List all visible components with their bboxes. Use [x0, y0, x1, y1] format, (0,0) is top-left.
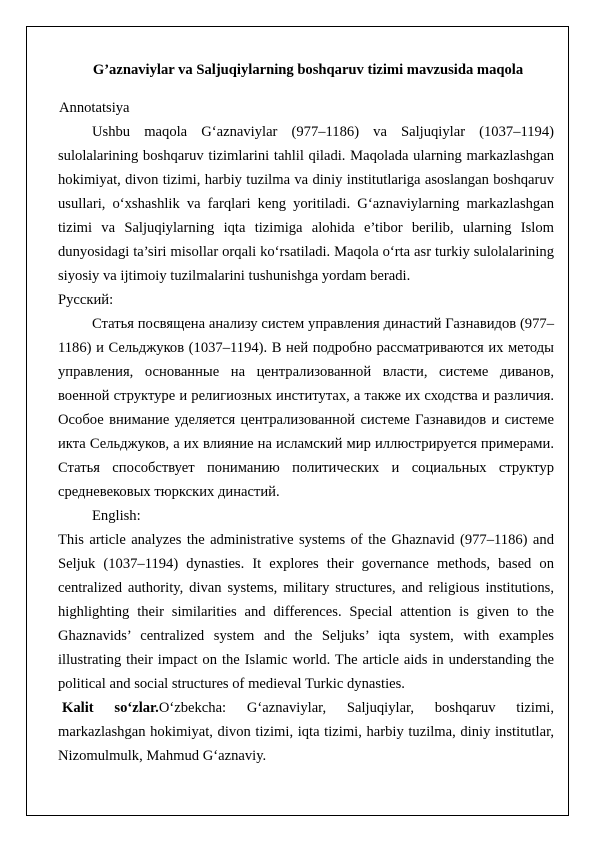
russian-abstract: Статья посвящена анализу систем управления династий Газнавидов (977–1186) и Сельджуков (1037–1194). В ней подробно рассматриваются их методы управления, основанные на централизованной власти, системе диванов, военной структуре и религиозных институтах, а также их сходства и различия. Особое внимание уделяется централизованной системе Газнавидов и системе икта Сельджуков, а их влияние на исламский мир иллюстрируется примерами. Статья способствует пониманию политических и социальных структур средневековых тюркских династий. — [58, 316, 554, 500]
article-title: G’aznaviylar va Saljuqiylarning boshqaruv tizimi mavzusida maqola — [92, 62, 524, 78]
russian-label: Русский: — [58, 292, 114, 308]
keywords-paragraph — [58, 696, 554, 768]
english-abstract: This article analyzes the administrative systems of the Ghaznavid (977–1186) and Seljuk (1037–1194) dynasties. It explores their governance methods, based on centralized authority, divan systems, military structures, and religious institutions, highlighting their similarities and differences. Special attention is given to the Ghaznavids’ centralized system and the Seljuks’ iqta system, with examples illustrating their impact on the Islamic world. The article aids in understanding the political and social structures of medieval Turkic dynasties. — [58, 532, 554, 692]
uzbek-abstract: Ushbu maqola G‘aznaviylar (977–1186) va Saljuqiylar (1037–1194) sulolalarining boshqaruv tizimlarini tahlil qiladi. Maqolada ularning markazlashgan hokimiyat, divon tizimi, harbiy tuzilma va diniy institutlariga asoslangan boshqaruv usullari, o‘xshashlik va farqlari keng yoritiladi. G‘aznaviylarning markazlashgan tizimi va Saljuqiylarning iqta tizimiga alohida e’tibor berilib, ularning Islom dunyosidagi ta’siri misollar orqali ko‘rsatiladi. Maqola o‘rta asr turkiy sulolalarining siyosiy va ijtimoiy tuzilmalarini tushunishga yordam beradi. — [58, 124, 554, 284]
keywords-label: Kalit so‘zlar. — [62, 700, 159, 716]
annotation-label: Annotatsiya — [59, 100, 130, 116]
article-body — [58, 58, 554, 768]
keywords-text: O‘zbekcha: G‘aznaviylar, Saljuqiylar, boshqaruv tizimi, markazlashgan hokimiyat, divon tizimi, iqta tizimi, harbiy tuzilma, diniy institutlar, Nizomulmulk, Mahmud G‘aznaviy. — [58, 700, 554, 764]
english-label: English: — [92, 508, 141, 524]
